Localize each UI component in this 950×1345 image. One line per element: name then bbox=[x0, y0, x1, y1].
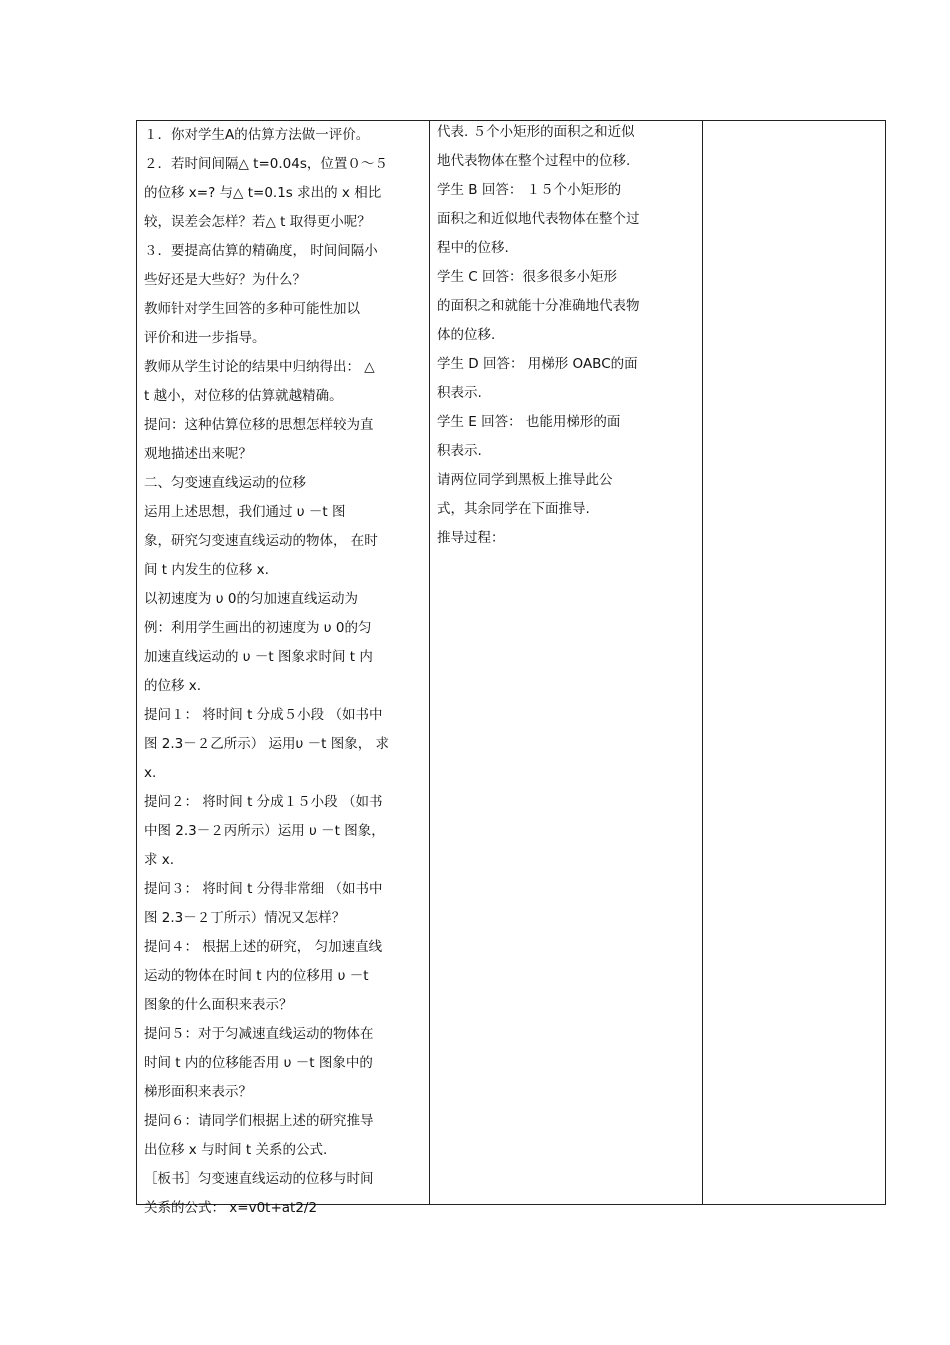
text-line: 教师针对学生回答的多种可能性加以 bbox=[144, 301, 360, 317]
text-line: 学生 C 回答：很多很多小矩形 bbox=[437, 269, 618, 285]
text-line: 提问５：对于匀减速直线运动的物体在 bbox=[144, 1026, 374, 1042]
text-line: 的位移 x. bbox=[144, 678, 202, 694]
text-line: 时间 t 内的位移能否用 υ －t 图象中的 bbox=[144, 1055, 373, 1071]
text-line: 关系的公式： x=v0t+at2/2 bbox=[144, 1200, 318, 1216]
text-line: 以初速度为 υ 0的匀加速直线运动为 bbox=[144, 591, 358, 607]
text-line: 提问６：请同学们根据上述的研究推导 bbox=[144, 1113, 374, 1129]
text-line: 代表. ５个小矩形的面积之和近似 bbox=[437, 124, 635, 140]
text-line: ３．要提高估算的精确度， 时间间隔小 bbox=[144, 243, 378, 259]
lesson-table bbox=[136, 120, 886, 1216]
text-line: 提问１： 将时间 t 分成５小段 （如书中 bbox=[144, 707, 383, 723]
text-line: 观地描述出来呢？ bbox=[144, 446, 252, 462]
text-line: 程中的位移. bbox=[437, 240, 509, 256]
text-line: 求 x. bbox=[144, 852, 175, 868]
student-activity-column bbox=[430, 121, 703, 1204]
text-line: 二、匀变速直线运动的位移 bbox=[144, 475, 306, 491]
text-line: 些好还是大些好？为什么？ bbox=[144, 272, 306, 288]
text-line: 地代表物体在整个过程中的位移. bbox=[437, 153, 631, 169]
text-line: 较，误差会怎样？若△ t 取得更小呢？ bbox=[144, 214, 371, 230]
text-line: 提问３： 将时间 t 分得非常细 （如书中 bbox=[144, 881, 383, 897]
text-line: 体的位移. bbox=[437, 327, 496, 343]
text-line: x. bbox=[144, 765, 157, 781]
text-line: 的面积之和就能十分准确地代表物 bbox=[437, 298, 640, 314]
text-line: 学生 E 回答： 也能用梯形的面 bbox=[437, 414, 621, 430]
notes-column bbox=[703, 121, 885, 1204]
text-line: 请两位同学到黑板上推导此公 bbox=[437, 472, 613, 488]
text-line: 积表示. bbox=[437, 443, 482, 459]
text-line: 式，其余同学在下面推导. bbox=[437, 501, 590, 517]
text-line: ［板书］匀变速直线运动的位移与时间 bbox=[144, 1171, 374, 1187]
text-line: 积表示. bbox=[437, 385, 482, 401]
text-line: 提问：这种估算位移的思想怎样较为直 bbox=[144, 417, 374, 433]
text-line: ２．若时间间隔△ t=0.04s，位置０～５ bbox=[144, 156, 388, 172]
text-line: １．你对学生A的估算方法做一评价。 bbox=[144, 127, 370, 143]
text-line: 出位移 x 与时间 t 关系的公式. bbox=[144, 1142, 328, 1158]
teacher-activity-column bbox=[137, 121, 430, 1216]
text-line: 图 2.3－２乙所示） 运用υ －t 图象， 求 bbox=[144, 736, 390, 752]
text-line: 提问２： 将时间 t 分成１５小段 （如书 bbox=[144, 794, 383, 810]
text-line: 图象的什么面积来表示？ bbox=[144, 997, 293, 1013]
text-line: 中图 2.3－２丙所示）运用 υ －t 图象， bbox=[144, 823, 385, 839]
text-line: 面积之和近似地代表物体在整个过 bbox=[437, 211, 640, 227]
text-line: 象，研究匀变速直线运动的物体， 在时 bbox=[144, 533, 378, 549]
text-line: 图 2.3－２丁所示）情况又怎样？ bbox=[144, 910, 346, 926]
text-line: 学生 D 回答： 用梯形 OABC的面 bbox=[437, 356, 638, 372]
text-line: 加速直线运动的 υ －t 图象求时间 t 内 bbox=[144, 649, 373, 665]
text-line: 评价和进一步指导。 bbox=[144, 330, 266, 346]
text-line: 运用上述思想，我们通过 υ －t 图 bbox=[144, 504, 346, 520]
text-line: 运动的物体在时间 t 内的位移用 υ －t bbox=[144, 968, 369, 984]
text-line: 提问４： 根据上述的研究， 匀加速直线 bbox=[144, 939, 383, 955]
text-line: t 越小，对位移的估算就越精确。 bbox=[144, 388, 343, 404]
text-line: 的位移 x=? 与△ t=0.1s 求出的 x 相比 bbox=[144, 185, 382, 201]
text-line: 推导过程： bbox=[437, 530, 505, 546]
student-activity-text bbox=[437, 118, 698, 553]
text-line: 梯形面积来表示？ bbox=[144, 1084, 252, 1100]
text-line: 学生 B 回答： １５个小矩形的 bbox=[437, 182, 622, 198]
teacher-activity-text bbox=[144, 121, 425, 1223]
text-line: 间 t 内发生的位移 x. bbox=[144, 562, 269, 578]
text-line: 教师从学生讨论的结果中归纳得出： △ bbox=[144, 359, 375, 375]
text-line: 例：利用学生画出的初速度为 υ 0的匀 bbox=[144, 620, 372, 636]
